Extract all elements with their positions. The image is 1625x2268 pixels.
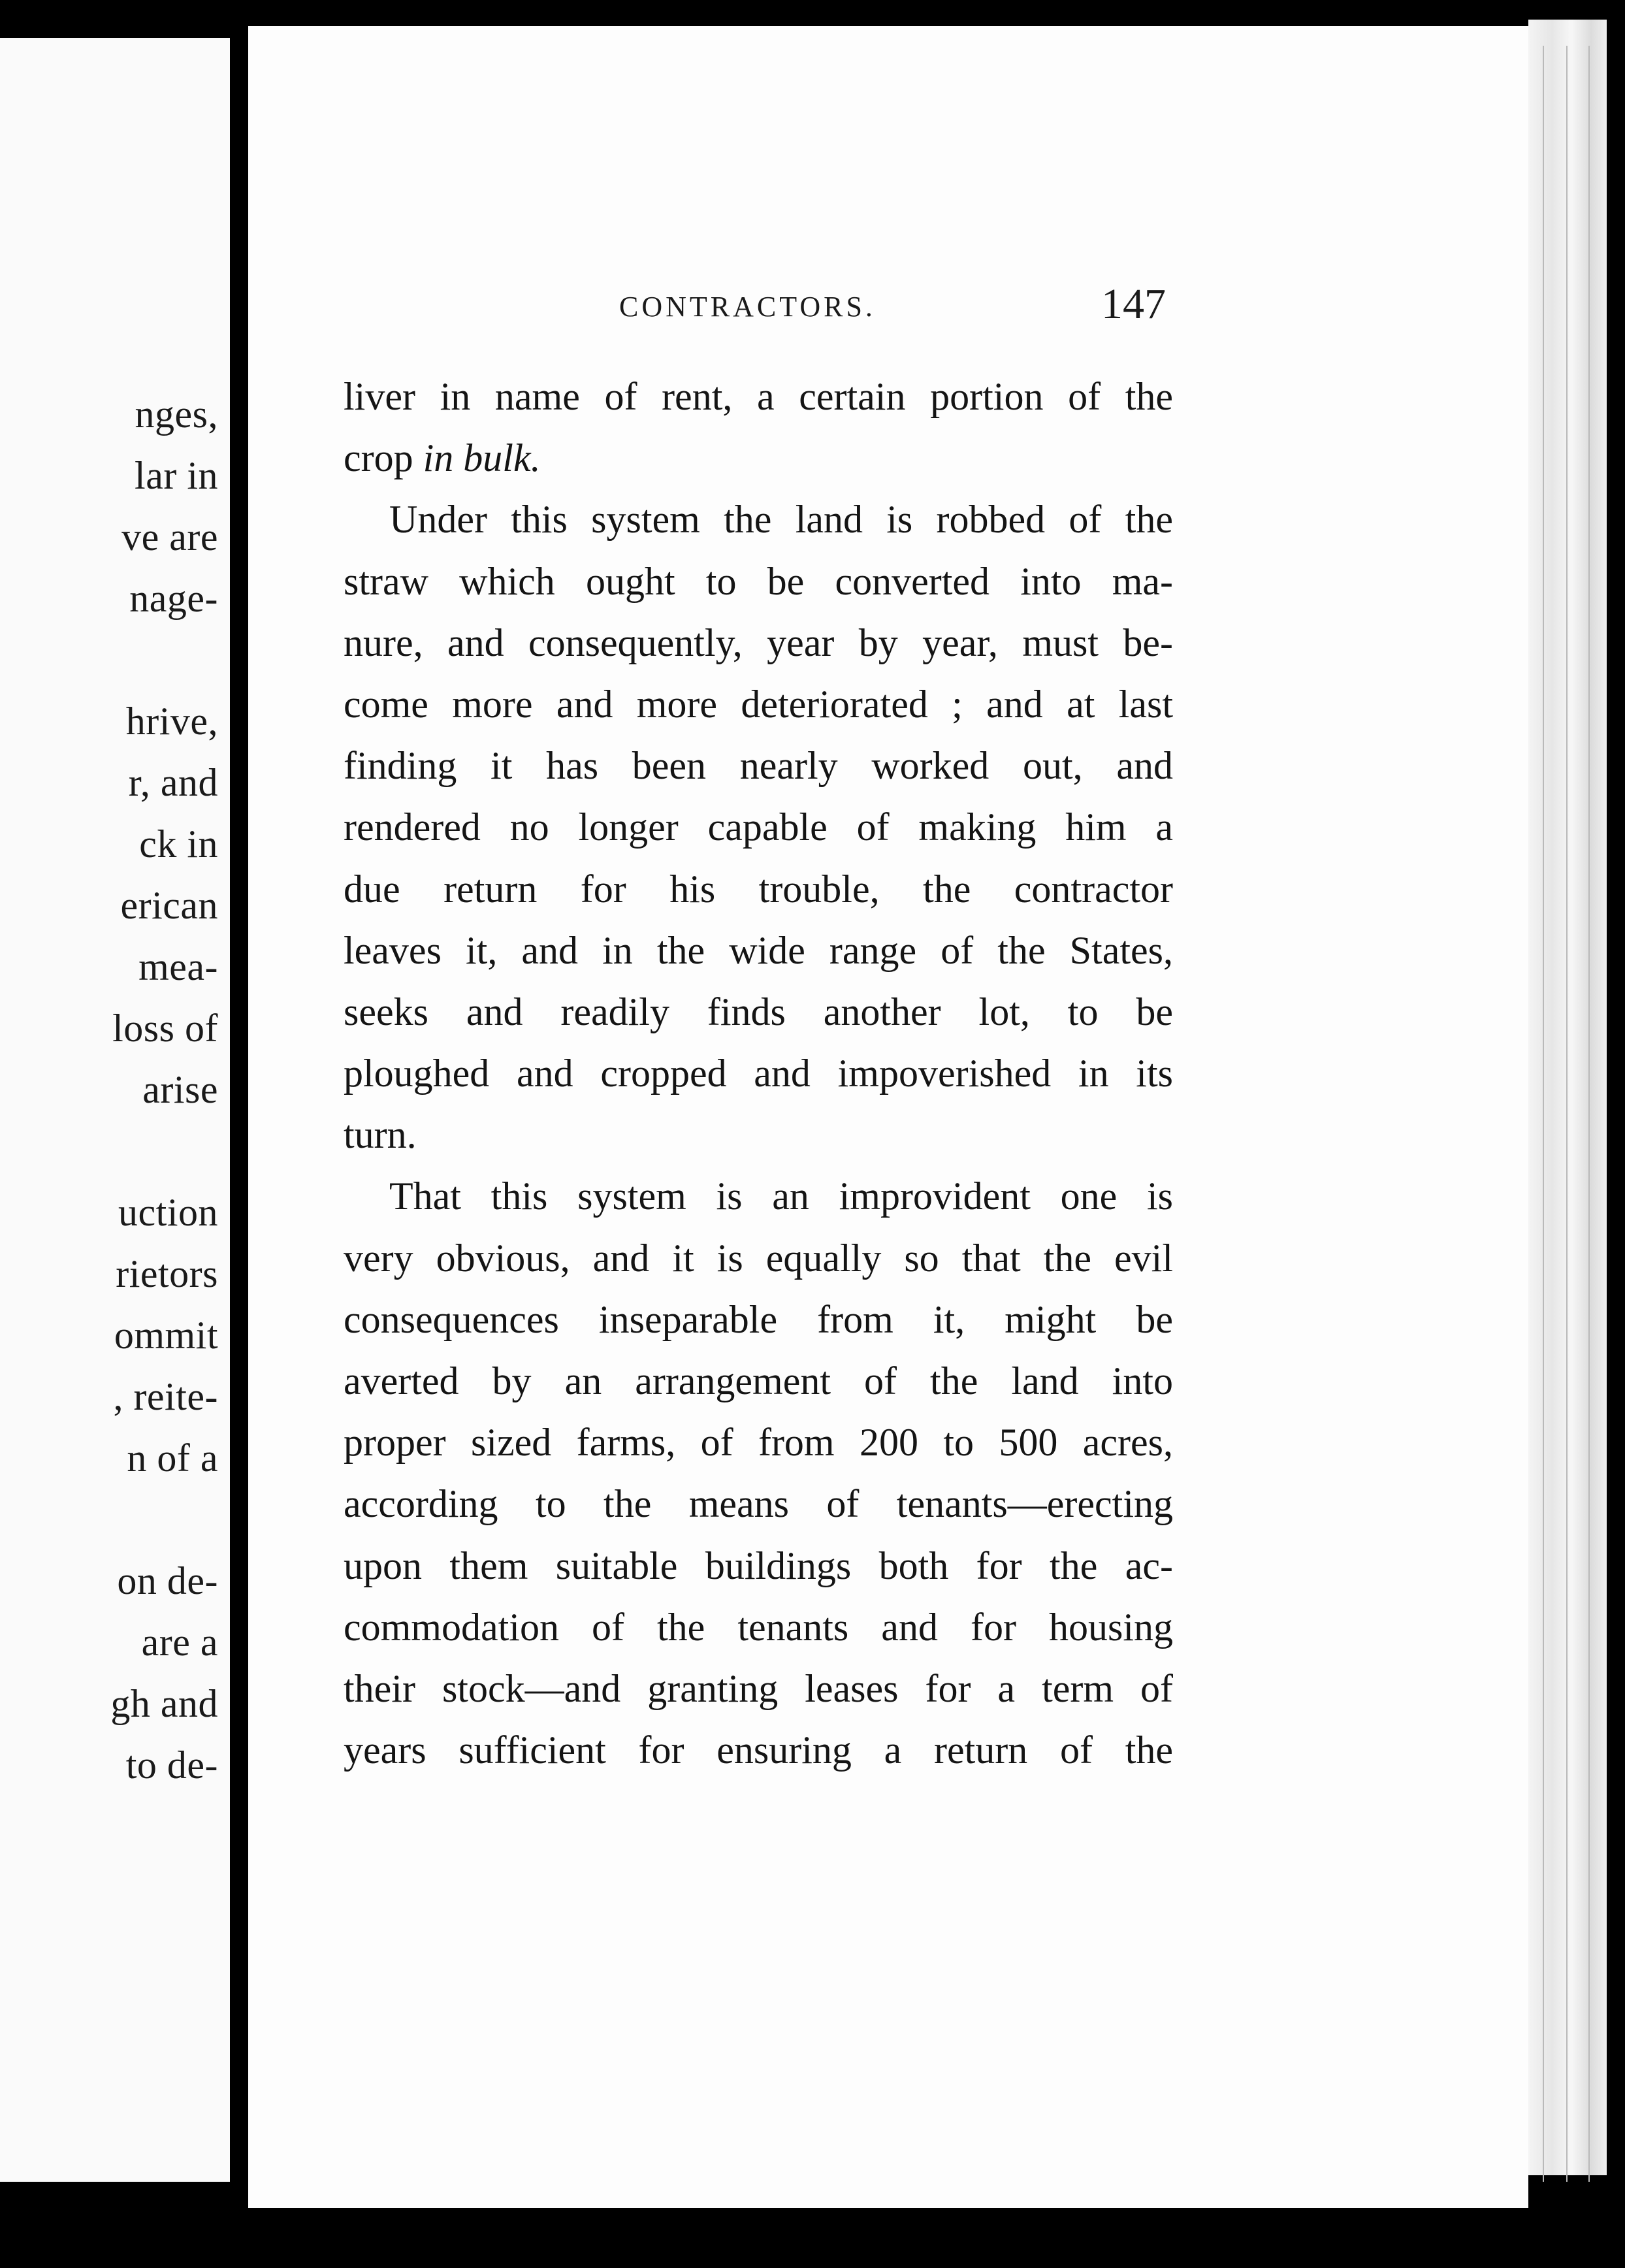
text-line: leaves it, and in the wide range of the States, [344, 928, 1173, 972]
left-page-fragment: mea- [138, 945, 218, 988]
text-line: consequences inseparable from it, might be [344, 1297, 1173, 1341]
page-number: 147 [1101, 280, 1166, 328]
italic-phrase: in bulk. [423, 436, 541, 480]
text-line: come more and more deteriorated ; and at last [344, 682, 1173, 726]
text-line: That this system is an improvident one is [389, 1174, 1173, 1218]
text-line: years sufficient for ensuring a return of the [344, 1728, 1173, 1772]
left-page [0, 38, 230, 2182]
book-gutter [230, 46, 248, 2208]
left-page-fragment: ve are [121, 515, 218, 559]
text-line: turn. [344, 1113, 417, 1157]
left-page-fragment: on de- [117, 1559, 218, 1602]
left-page-fragment: loss of [112, 1007, 218, 1050]
left-page-fragment: ommit [114, 1314, 218, 1357]
text-line: due return for his trouble, the contractor [344, 867, 1173, 911]
text-line: rendered no longer capable of making him a [344, 805, 1173, 849]
page-edge-line [1543, 46, 1544, 2182]
text-line: according to the means of tenants—erecting [344, 1482, 1173, 1526]
left-page-fragment: uction [118, 1191, 218, 1234]
page-edge-line [1566, 46, 1568, 2182]
text-line: very obvious, and it is equally so that the evil [344, 1236, 1173, 1280]
left-page-fragment: gh and [110, 1682, 218, 1725]
text-run: crop [344, 436, 423, 480]
text-line: liver in name of rent, a certain portion of the [344, 375, 1173, 418]
text-line [344, 427, 1173, 489]
text-line: nure, and consequently, year by year, must be- [344, 621, 1173, 664]
text-line: averted by an arrangement of the land into [344, 1359, 1173, 1402]
left-page-fragment: ck in [139, 822, 218, 866]
left-page-fragment: r, and [128, 761, 218, 804]
left-page-fragment: n of a [127, 1436, 218, 1480]
text-line: seeks and readily finds another lot, to be [344, 990, 1173, 1033]
left-page-fragment: lar in [135, 454, 218, 497]
left-page-fragment: nage- [129, 577, 218, 620]
text-line: commodation of the tenants and for housing [344, 1605, 1173, 1649]
left-page-fragment: rietors [116, 1252, 218, 1295]
left-page-fragment: are a [141, 1621, 218, 1664]
body-text [344, 366, 1173, 1781]
text-line: upon them suitable buildings both for the ac- [344, 1544, 1173, 1587]
text-line: their stock—and granting leases for a term of [344, 1666, 1173, 1710]
left-page-fragment: , reite- [113, 1375, 218, 1418]
left-page-fragment: nges, [135, 393, 218, 436]
text-line: proper sized farms, of from 200 to 500 acres, [344, 1421, 1173, 1465]
left-page-fragment: hrive, [125, 700, 218, 743]
left-page-fragment: to de- [125, 1743, 218, 1787]
text-line: straw which ought to be converted into ma- [344, 559, 1173, 603]
text-line: Under this system the land is robbed of the [389, 498, 1173, 542]
left-page-fragment: erican [120, 884, 218, 927]
page-edge [1528, 20, 1607, 2175]
text-line: ploughed and cropped and impoverished in its [344, 1052, 1173, 1095]
page-edge-line [1588, 46, 1590, 2182]
text-line: finding it has been nearly worked out, and [344, 744, 1173, 788]
running-head: CONTRACTORS. [619, 291, 876, 323]
left-page-fragment: arise [142, 1068, 218, 1111]
